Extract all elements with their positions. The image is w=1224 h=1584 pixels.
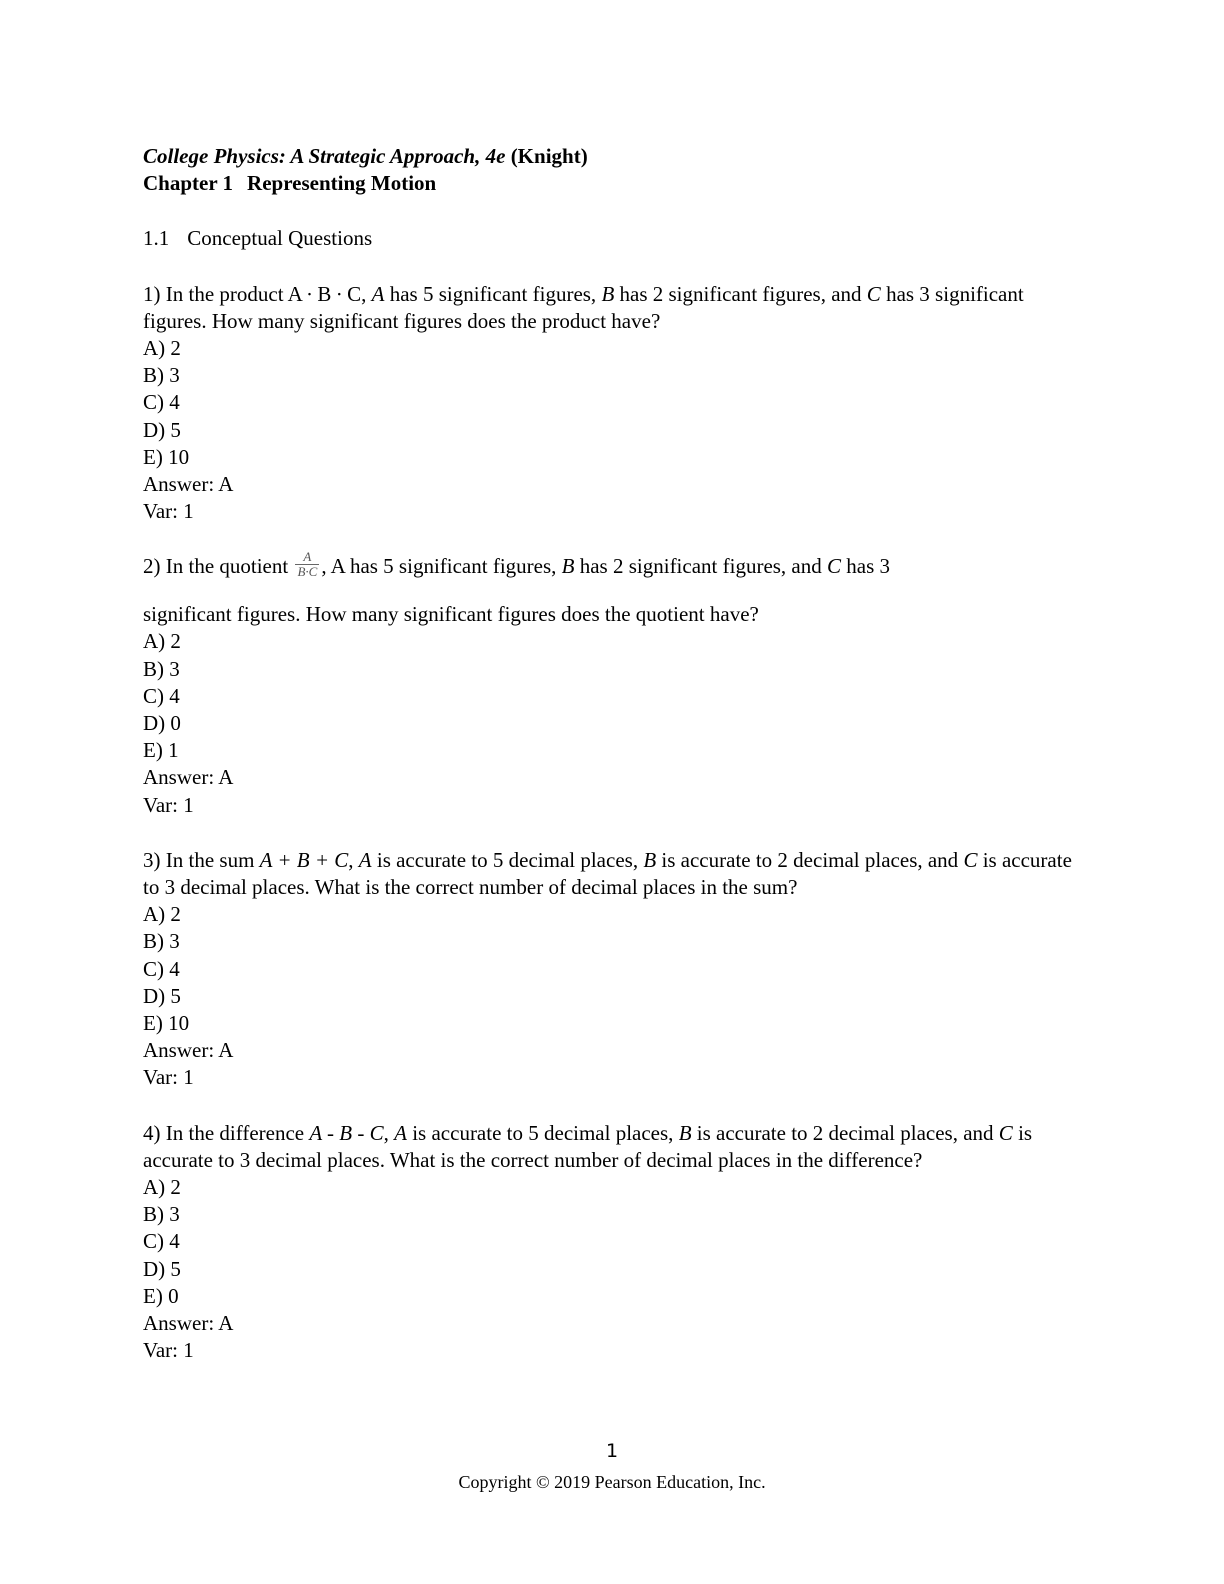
answer-option: B) 3 <box>143 656 180 681</box>
book-title-line <box>143 143 1083 170</box>
answer-option: B) 3 <box>143 929 180 954</box>
answer-option: C) 4 <box>143 390 180 415</box>
stem-text: , <box>348 847 359 872</box>
stem-variable: A <box>358 847 372 872</box>
stem-variable: C <box>866 281 881 306</box>
stem-variable: A <box>371 281 385 306</box>
stem-text: , <box>383 1120 395 1145</box>
section-title: Conceptual Questions <box>187 226 373 251</box>
chapter-heading <box>143 170 1083 197</box>
chapter-title: Representing Motion <box>247 171 437 196</box>
question-stem <box>143 281 1083 335</box>
stem-text: has 3 significant figures. How many significant figures does the product have? <box>143 281 1024 333</box>
stem-text: is accurate to 5 decimal places, <box>406 1120 679 1145</box>
answer-option: D) 0 <box>143 710 181 735</box>
answer-option: C) 4 <box>143 956 180 981</box>
question-stem-continued: significant figures. How many significant figures does the quotient have? <box>143 602 759 627</box>
answer-option: D) 5 <box>143 1256 181 1281</box>
answer-option: D) 5 <box>143 983 181 1008</box>
chapter-label: Chapter 1 <box>143 171 234 196</box>
answer-option: E) 0 <box>143 1283 179 1308</box>
page-number: 1 <box>605 1440 619 1462</box>
answer-option: C) 4 <box>143 1229 180 1254</box>
answer-key: Answer: A <box>143 1311 234 1335</box>
question-4 <box>143 1120 1083 1365</box>
section-heading <box>143 225 1083 252</box>
question-stem <box>143 1120 1083 1174</box>
question-stem <box>143 549 1083 583</box>
stem-text: 2) In the quotient <box>143 554 294 579</box>
fraction-denominator: B∙C <box>297 564 318 580</box>
stem-variable: C <box>827 554 842 579</box>
stem-text: is accurate to 5 decimal places, <box>371 847 644 872</box>
stem-text: is accurate to 3 decimal places. What is the correct number of decimal places in the sum? <box>143 847 1072 899</box>
stem-text: 1) In the product A ∙ B ∙ C, <box>143 281 372 306</box>
variant-label: Var: 1 <box>143 1065 194 1090</box>
stem-text: has 2 significant figures, and <box>574 554 828 579</box>
fraction-formula <box>295 550 319 579</box>
stem-text: has 3 <box>841 554 891 579</box>
stem-variable: A <box>394 1120 407 1145</box>
stem-text: 4) In the difference <box>143 1120 310 1145</box>
stem-text: is accurate to 2 decimal places, and <box>691 1120 999 1145</box>
answer-option: E) 10 <box>143 444 190 469</box>
question-stem <box>143 847 1083 901</box>
stem-text: 3) In the sum <box>143 847 260 872</box>
book-title: College Physics: A Strategic Approach, 4e <box>143 144 506 168</box>
answer-option: A) 2 <box>143 629 181 654</box>
variant-label: Var: 1 <box>143 792 194 817</box>
stem-text: is accurate to 2 decimal places, and <box>656 847 964 872</box>
document-page <box>143 143 1083 1364</box>
stem-variable: C <box>963 847 978 872</box>
stem-expression: A + B + C <box>259 847 349 872</box>
answer-key: Answer: A <box>143 472 234 497</box>
question-1 <box>143 281 1083 526</box>
stem-variable: B <box>601 281 615 306</box>
variant-label: Var: 1 <box>143 499 194 524</box>
fraction-numerator: A <box>295 550 319 565</box>
book-author: (Knight) <box>510 144 588 168</box>
stem-text: has 5 significant figures, <box>384 281 602 306</box>
answer-option: C) 4 <box>143 683 180 708</box>
copyright-notice: Copyright © 2019 Pearson Education, Inc. <box>458 1472 766 1492</box>
answer-option: B) 3 <box>143 1202 180 1227</box>
answer-option: B) 3 <box>143 363 180 388</box>
variant-label: Var: 1 <box>143 1338 194 1363</box>
answer-key: Answer: A <box>143 765 234 790</box>
answer-option: A) 2 <box>143 1174 181 1199</box>
question-2 <box>143 549 1083 818</box>
answer-option: D) 5 <box>143 417 181 442</box>
answer-option: E) 1 <box>143 738 179 763</box>
stem-expression: A - B - C <box>309 1120 384 1145</box>
section-number: 1.1 <box>143 226 170 251</box>
answer-option: A) 2 <box>143 902 181 927</box>
answer-option: A) 2 <box>143 336 181 361</box>
question-3 <box>143 847 1083 1092</box>
stem-variable: B <box>678 1120 692 1145</box>
stem-variable: B <box>561 554 575 579</box>
stem-text: has 2 significant figures, and <box>614 281 867 306</box>
stem-variable: C <box>998 1120 1013 1145</box>
answer-option: E) 10 <box>143 1010 190 1035</box>
answer-key: Answer: A <box>143 1038 234 1063</box>
stem-text: , A has 5 significant figures, <box>321 554 562 579</box>
stem-text: is accurate to 3 decimal places. What is the correct number of decimal places in the difference? <box>143 1120 1033 1172</box>
stem-variable: B <box>643 847 657 872</box>
